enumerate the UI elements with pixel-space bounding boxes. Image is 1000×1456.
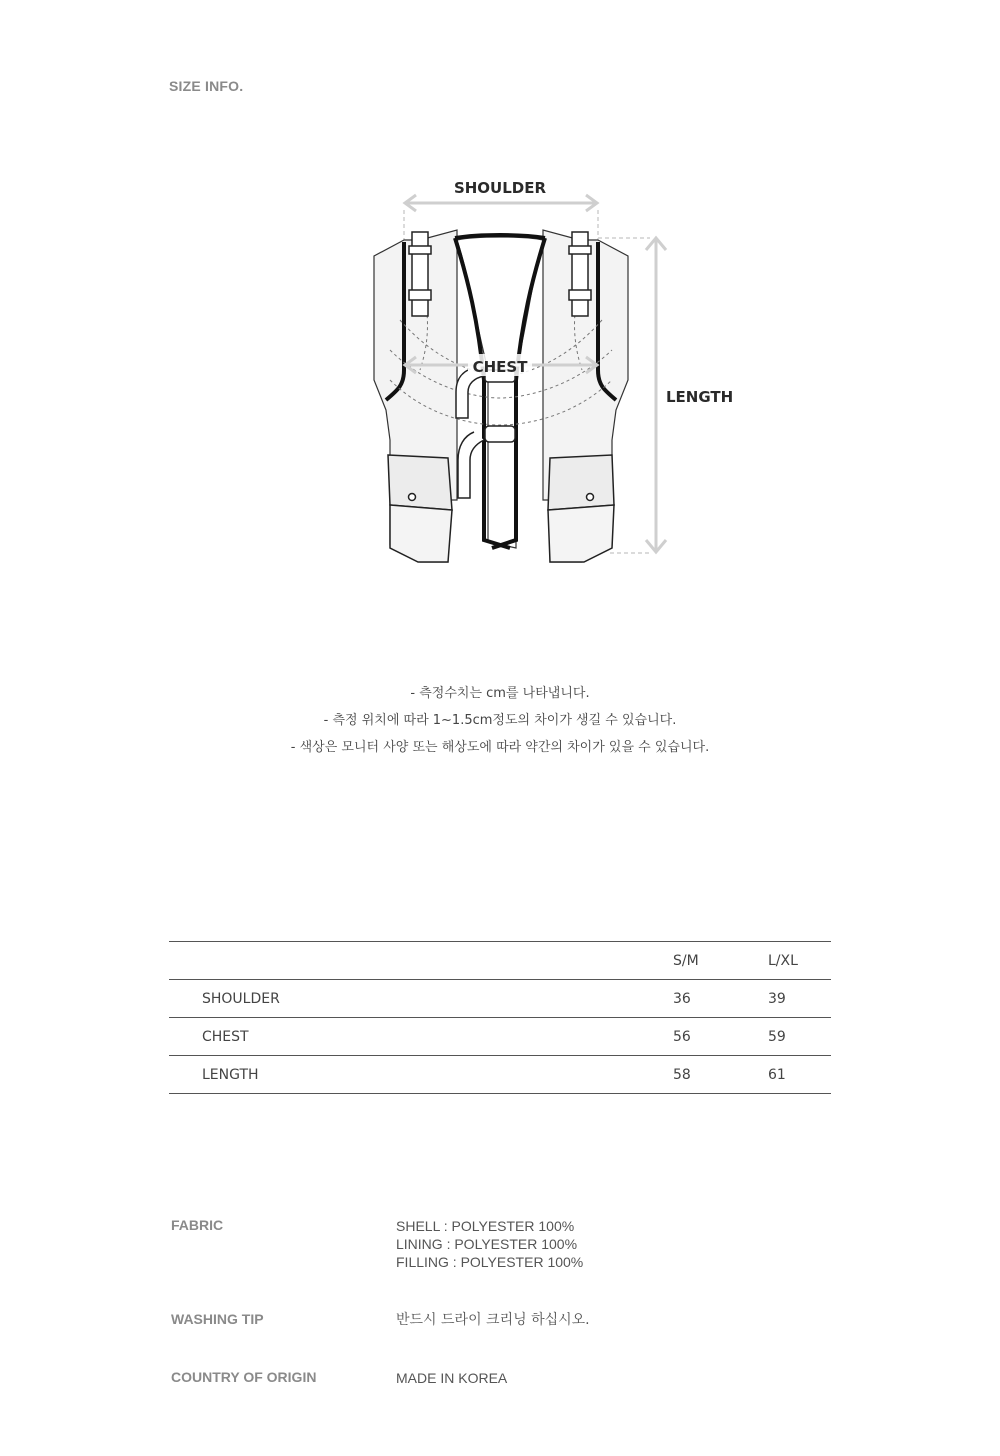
table-row — [169, 980, 831, 1018]
fabric-label: FABRIC — [171, 1217, 224, 1233]
washing-label: WASHING TIP — [171, 1311, 264, 1327]
row-label: SHOULDER — [202, 990, 280, 1007]
fabric-line: SHELL : POLYESTER 100% — [396, 1218, 575, 1234]
washing-value: 반드시 드라이 크리닝 하십시오. — [396, 1312, 590, 1328]
column-header: L/XL — [768, 952, 798, 969]
measurement-notes — [0, 680, 1000, 761]
cell-value: 59 — [768, 1028, 786, 1045]
cell-value: 56 — [673, 1028, 691, 1045]
length-label: LENGTH — [666, 388, 734, 406]
table-header-row — [169, 942, 831, 980]
column-header: S/M — [673, 952, 699, 969]
origin-value: MADE IN KOREA — [396, 1370, 508, 1386]
section-title: SIZE INFO. — [169, 78, 244, 94]
chest-label: CHEST — [472, 358, 528, 376]
shoulder-label: SHOULDER — [453, 179, 547, 197]
fabric-value — [396, 1217, 796, 1271]
row-label: LENGTH — [202, 1066, 259, 1083]
header-blank — [169, 942, 673, 980]
table-row — [169, 1056, 831, 1094]
cell-value: 58 — [673, 1066, 691, 1083]
row-label: CHEST — [202, 1028, 249, 1045]
vest-diagram — [360, 170, 760, 590]
cell-value: 39 — [768, 990, 786, 1007]
origin-label: COUNTRY OF ORIGIN — [171, 1369, 317, 1385]
note-line: - 측정수치는 cm를 나타냅니다. — [410, 686, 590, 701]
table-row — [169, 1018, 831, 1056]
vest-illustration — [360, 170, 760, 590]
cell-value: 36 — [673, 990, 691, 1007]
note-line: - 측정 위치에 따라 1~1.5cm정도의 차이가 생길 수 있습니다. — [323, 713, 677, 728]
cell-value: 61 — [768, 1066, 786, 1083]
size-table — [169, 941, 831, 1094]
note-line: - 색상은 모니터 사양 또는 해상도에 따라 약간의 차이가 있을 수 있습니다. — [290, 740, 710, 755]
fabric-line: FILLING : POLYESTER 100% — [396, 1254, 584, 1270]
fabric-line: LINING : POLYESTER 100% — [396, 1236, 578, 1252]
